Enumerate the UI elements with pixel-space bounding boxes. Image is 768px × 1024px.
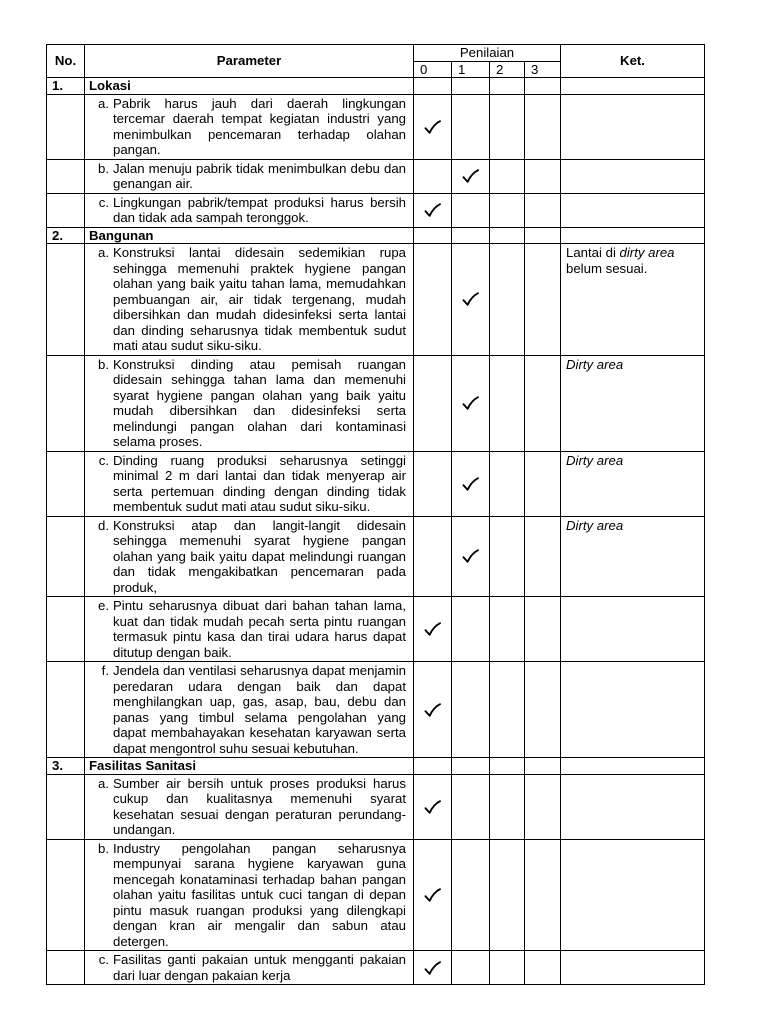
- header-score-1: 1: [452, 61, 490, 78]
- row-number-cell: [47, 516, 85, 597]
- parameter-cell: [85, 774, 414, 839]
- score-cell: [490, 227, 525, 244]
- ket-cell: [561, 227, 705, 244]
- checkmark-icon: [424, 888, 441, 903]
- row-number-cell: [47, 355, 85, 451]
- header-penilaian: Penilaian: [414, 45, 561, 62]
- ket-italic-text: dirty area: [619, 245, 675, 260]
- score-cell-1: [452, 159, 490, 193]
- checkmark-icon: [462, 477, 479, 492]
- score-cell-2: [490, 355, 525, 451]
- section-number: 1.: [47, 78, 85, 95]
- item-label: c.: [98, 952, 109, 967]
- section-row: [47, 78, 705, 95]
- checkmark-icon: [462, 396, 479, 411]
- ket-italic-text: Dirty area: [566, 517, 624, 533]
- parameter-cell: [85, 193, 414, 227]
- item-label: b.: [98, 840, 109, 856]
- score-cell-3: [525, 94, 561, 159]
- parameter-cell: [85, 355, 414, 451]
- ket-text: Lantai di: [566, 245, 620, 260]
- item-text: Industry pengolahan pangan seharusnya mempunyai sarana hygiene karyawan guna mencegah konataminasi terhadap bahan pangan olahan yaitu fasilitas untuk cuci tangan di depan pintu masuk ruangan produksi yang dilengkapi dengan kran air mengalir dan sabun atau detergen.: [113, 840, 406, 949]
- score-cell-1: [452, 516, 490, 597]
- score-cell-1: [452, 951, 490, 985]
- score-cell: [452, 78, 490, 95]
- item-label: b.: [98, 160, 109, 176]
- ket-cell: [561, 193, 705, 227]
- ket-cell: [561, 355, 705, 451]
- parameter-cell: [85, 451, 414, 516]
- parameter-row: [47, 355, 705, 451]
- parameter-cell: [85, 94, 414, 159]
- score-cell: [525, 758, 561, 775]
- score-cell: [414, 227, 452, 244]
- score-cell-0: [414, 516, 452, 597]
- score-cell: [525, 78, 561, 95]
- score-cell-3: [525, 597, 561, 662]
- score-cell-1: [452, 774, 490, 839]
- score-cell-2: [490, 451, 525, 516]
- parameter-row: [47, 774, 705, 839]
- header-score-0: 0: [414, 61, 452, 78]
- score-cell-2: [490, 244, 525, 356]
- section-row: [47, 227, 705, 244]
- score-cell-2: [490, 662, 525, 758]
- score-cell: [525, 227, 561, 244]
- checkmark-icon: [424, 961, 441, 976]
- item-label: e.: [98, 598, 109, 613]
- score-cell-2: [490, 597, 525, 662]
- ket-cell: [561, 244, 705, 356]
- checkmark-icon: [424, 120, 441, 135]
- item-text: Pabrik harus jauh dari daerah lingkungan tercemar daerah tempat kegiatan industri yang menimbulkan pencemaran terhadap olahan pangan.: [113, 95, 406, 157]
- score-cell: [490, 78, 525, 95]
- item-text: Konstruksi dinding atau pemisah ruangan didesain sehingga tahan lama dan memenuhi syarat hygiene pangan olahan yang baik yaitu mudah dibersihkan dan didesinfeksi serta melindungi pangan olahan dari kontaminasi selama proses.: [113, 356, 406, 449]
- score-cell-1: [452, 244, 490, 356]
- ket-italic-text: Dirty area: [566, 452, 624, 468]
- item-text: Lingkungan pabrik/tempat produksi harus bersih dan tidak ada sampah teronggok.: [113, 194, 406, 225]
- parameter-row: [47, 244, 705, 356]
- header-no: No.: [47, 45, 85, 78]
- score-cell-0: [414, 94, 452, 159]
- score-cell-1: [452, 94, 490, 159]
- score-cell-3: [525, 516, 561, 597]
- score-cell-3: [525, 355, 561, 451]
- score-cell-3: [525, 244, 561, 356]
- parameter-cell: [85, 159, 414, 193]
- score-cell-3: [525, 662, 561, 758]
- score-cell-0: [414, 244, 452, 356]
- score-cell-0: [414, 774, 452, 839]
- assessment-table: [46, 44, 705, 985]
- ket-cell: [561, 94, 705, 159]
- score-cell-2: [490, 159, 525, 193]
- checkmark-icon: [424, 800, 441, 815]
- checkmark-icon: [462, 549, 479, 564]
- score-cell-1: [452, 597, 490, 662]
- item-text: Fasilitas ganti pakaian untuk mengganti pakaian dari luar dengan pakaian kerja: [113, 952, 406, 983]
- ket-cell: [561, 951, 705, 985]
- parameter-row: [47, 516, 705, 597]
- score-cell-0: [414, 451, 452, 516]
- row-number-cell: [47, 159, 85, 193]
- score-cell-2: [490, 193, 525, 227]
- score-cell-0: [414, 159, 452, 193]
- parameter-cell: [85, 839, 414, 951]
- item-label: f.: [101, 663, 109, 678]
- item-text: Konstruksi atap dan langit-langit didesain sehingga memenuhi syarat hygiene pangan olahan yang baik yaitu dapat melindungi ruangan dan tidak mengakibatkan pencemaran pada produk,: [113, 517, 406, 595]
- score-cell: [490, 758, 525, 775]
- parameter-row: [47, 159, 705, 193]
- row-number-cell: [47, 951, 85, 985]
- score-cell-2: [490, 516, 525, 597]
- parameter-row: [47, 662, 705, 758]
- header-ket: Ket.: [561, 45, 705, 78]
- score-cell-1: [452, 839, 490, 951]
- ket-cell: [561, 159, 705, 193]
- item-label: b.: [98, 356, 109, 372]
- row-number-cell: [47, 597, 85, 662]
- header-parameter: Parameter: [85, 45, 414, 78]
- parameter-row: [47, 951, 705, 985]
- score-cell-2: [490, 839, 525, 951]
- score-cell-0: [414, 193, 452, 227]
- score-cell-0: [414, 597, 452, 662]
- score-cell: [414, 758, 452, 775]
- item-text: Dinding ruang produksi seharusnya setinggi minimal 2 m dari lantai dan tidak menyerap air serta pertemuan dinding dengan dinding tidak membentuk sudut mati atau sudut siku-siku.: [113, 452, 406, 514]
- checkmark-icon: [462, 292, 479, 307]
- ket-cell: [561, 451, 705, 516]
- item-label: c.: [98, 194, 109, 210]
- item-text: Jendela dan ventilasi seharusnya dapat menjamin peredaran udara dengan baik dan dapat menghilangkan uap, gas, asap, bau, debu dan panas yang timbul selama pengolahan yang dapat membahayakan kesehatan karyawan serta dapat mengontrol suhu sesuai kebutuhan.: [113, 663, 406, 756]
- ket-suffix-text: belum sesuai.: [566, 260, 648, 276]
- header-score-2: 2: [490, 61, 525, 78]
- item-label: a.: [98, 95, 109, 111]
- parameter-row: [47, 451, 705, 516]
- ket-cell: [561, 597, 705, 662]
- score-cell-0: [414, 839, 452, 951]
- row-number-cell: [47, 244, 85, 356]
- ket-cell: [561, 78, 705, 95]
- score-cell: [452, 227, 490, 244]
- score-cell-2: [490, 951, 525, 985]
- section-number: 2.: [47, 227, 85, 244]
- item-text: Jalan menuju pabrik tidak menimbulkan debu dan genangan air.: [113, 160, 406, 191]
- parameter-cell: [85, 516, 414, 597]
- ket-cell: [561, 662, 705, 758]
- score-cell-3: [525, 159, 561, 193]
- score-cell-1: [452, 355, 490, 451]
- row-number-cell: [47, 839, 85, 951]
- score-cell-1: [452, 193, 490, 227]
- checkmark-icon: [424, 703, 441, 718]
- section-title: Bangunan: [85, 227, 414, 244]
- score-cell-3: [525, 451, 561, 516]
- row-number-cell: [47, 193, 85, 227]
- score-cell-3: [525, 774, 561, 839]
- score-cell-0: [414, 662, 452, 758]
- score-cell: [452, 758, 490, 775]
- item-text: Pintu seharusnya dibuat dari bahan tahan lama, kuat dan tidak mudah pecah serta pintu ruangan termasuk pintu kasa dan tirai udara harus dapat ditutup dengan baik.: [113, 598, 406, 660]
- item-label: d.: [98, 517, 109, 533]
- item-text: Konstruksi lantai didesain sedemikian rupa sehingga memenuhi praktek hygiene pangan olahan yang baik yaitu tahan lama, memudahkan pembuangan air, air tidak tergenang, mudah dibersihkan dan mudah didesinfeksi serta lantai dan dinding seharusnya tidak membentuk sudut mati atau sudut siku-siku.: [113, 245, 406, 353]
- parameter-row: [47, 94, 705, 159]
- parameter-cell: [85, 244, 414, 356]
- score-cell-1: [452, 451, 490, 516]
- score-cell-3: [525, 193, 561, 227]
- parameter-row: [47, 839, 705, 951]
- score-cell-2: [490, 94, 525, 159]
- row-number-cell: [47, 451, 85, 516]
- row-number-cell: [47, 774, 85, 839]
- parameter-cell: [85, 951, 414, 985]
- section-row: [47, 758, 705, 775]
- checkmark-icon: [424, 203, 441, 218]
- score-cell-3: [525, 839, 561, 951]
- score-cell-2: [490, 774, 525, 839]
- item-label: c.: [98, 452, 109, 468]
- item-text: Sumber air bersih untuk proses produksi harus cukup dan kualitasnya memenuhi syarat kesehatan sesuai dengan peraturan perundang-undangan.: [113, 775, 406, 837]
- parameter-row: [47, 193, 705, 227]
- section-title: Fasilitas Sanitasi: [85, 758, 414, 775]
- header-score-3: 3: [525, 61, 561, 78]
- checkmark-icon: [462, 169, 479, 184]
- parameter-cell: [85, 662, 414, 758]
- section-number: 3.: [47, 758, 85, 775]
- ket-cell: [561, 758, 705, 775]
- section-title: Lokasi: [85, 78, 414, 95]
- checkmark-icon: [424, 622, 441, 637]
- score-cell-0: [414, 951, 452, 985]
- item-label: a.: [98, 775, 109, 791]
- score-cell-0: [414, 355, 452, 451]
- score-cell: [414, 78, 452, 95]
- ket-cell: [561, 839, 705, 951]
- row-number-cell: [47, 662, 85, 758]
- item-label: a.: [98, 245, 109, 260]
- row-number-cell: [47, 94, 85, 159]
- ket-italic-text: Dirty area: [566, 356, 624, 372]
- ket-cell: [561, 774, 705, 839]
- score-cell-3: [525, 951, 561, 985]
- parameter-cell: [85, 597, 414, 662]
- score-cell-1: [452, 662, 490, 758]
- parameter-row: [47, 597, 705, 662]
- ket-cell: [561, 516, 705, 597]
